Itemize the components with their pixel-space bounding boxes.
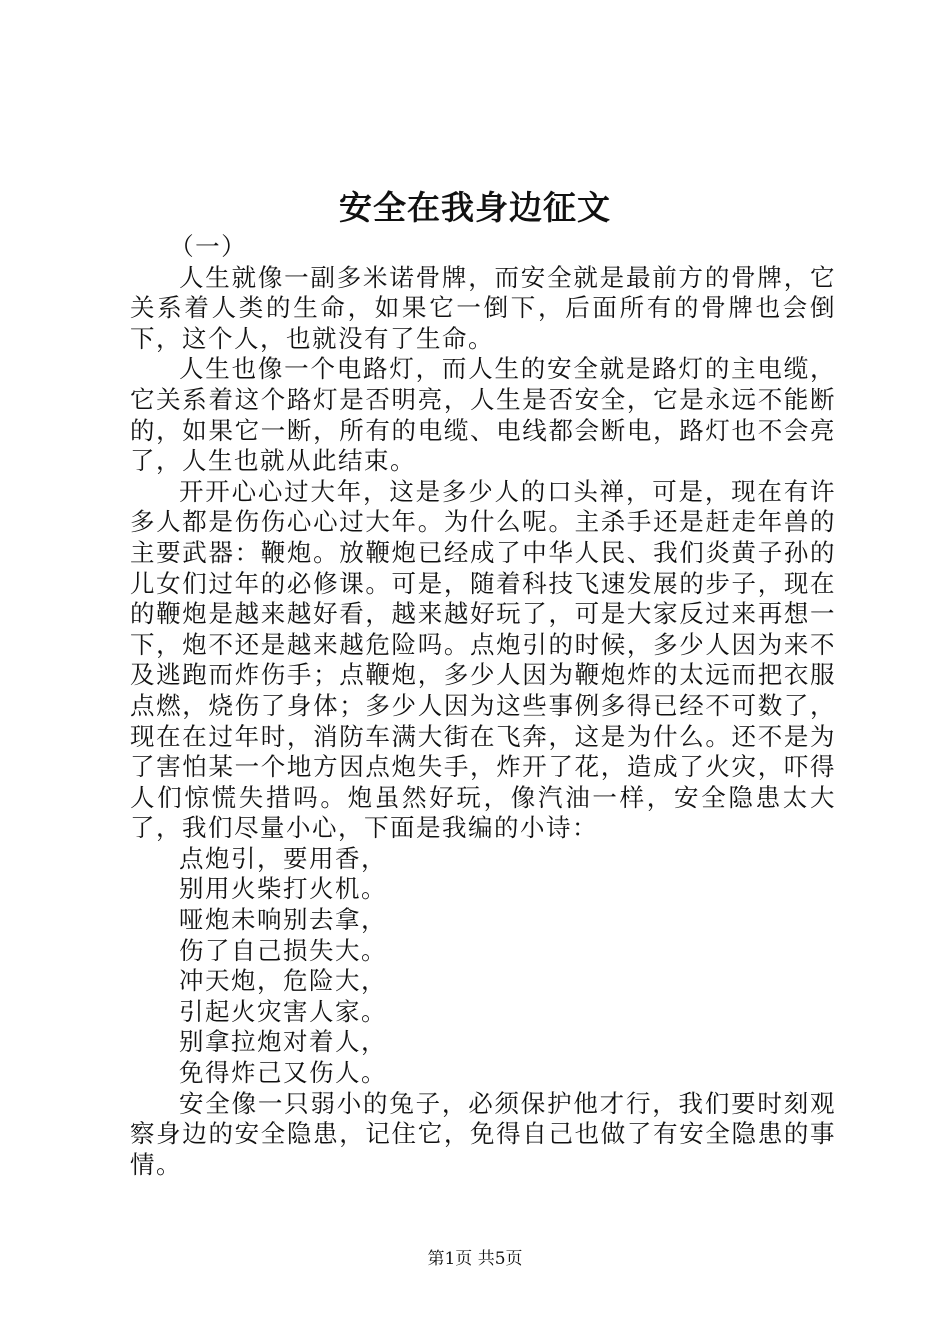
poem-line: 哑炮未响别去拿，: [179, 905, 387, 935]
poem-line: 引起火灾害人家。: [179, 996, 387, 1026]
paragraph: 人生也像一个电路灯，而人生的安全就是路灯的主电缆，它关系着这个路灯是否明亮，人生是否安全，它是永远不能断的，如果它一断，所有的电缆、电线都会断电，路灯也不会亮了，人生也就从此结束。: [130, 354, 836, 476]
closing-paragraph: 安全像一只弱小的兔子，必须保护他才行，我们要时刻观察身边的安全隐患，记住它，免得自己也做了有安全隐患的事情。: [130, 1088, 836, 1179]
document-body: [130, 232, 836, 1180]
poem-line: 免得炸己又伤人。: [179, 1058, 387, 1088]
paragraph: 人生就像一副多米诺骨牌，而安全就是最前方的骨牌，它关系着人类的生命，如果它一倒下，后面所有的骨牌也会倒下，这个人，也就没有了生命。: [130, 262, 836, 353]
paragraph: 开开心心过大年，这是多少人的口头禅，可是，现在有许多人都是伤伤心心过大年。为什么呢。主杀手还是赶走年兽的主要武器：鞭炮。放鞭炮已经成了中华人民、我们炎黄子孙的儿女们过年的必修课。可是，随着科技飞速发展的步子，现在的鞭炮是越来越好看，越来越好玩了，可是大家反过来再想一下，炮不还是越来越危险吗。点炮引的时候，多少人因为来不及逃跑而炸伤手；点鞭炮，多少人因为鞭炮炸的太远而把衣服点燃，烧伤了身体；多少人因为这些事例多得已经不可数了，现在在过年时，消防车满大街在飞奔，这是为什么。还不是为了害怕某一个地方因点炮失手，炸开了花，造成了火灾，吓得人们惊慌失措吗。炮虽然好玩，像汽油一样，安全隐患太大了，我们尽量小心，下面是我编的小诗：: [130, 476, 836, 843]
poem-line: 伤了自己损失大。: [179, 935, 387, 965]
page-footer: 第1页 共5页: [427, 1249, 523, 1269]
poem-line: 别拿拉炮对着人，: [179, 1027, 387, 1057]
poem-line: 别用火柴打火机。: [179, 874, 387, 904]
poem-line: 冲天炮，危险大，: [179, 966, 387, 996]
section-marker: （一）: [169, 232, 248, 261]
document-title: 安全在我身边征文: [339, 188, 611, 227]
poem-line: 点炮引，要用香，: [179, 843, 387, 873]
